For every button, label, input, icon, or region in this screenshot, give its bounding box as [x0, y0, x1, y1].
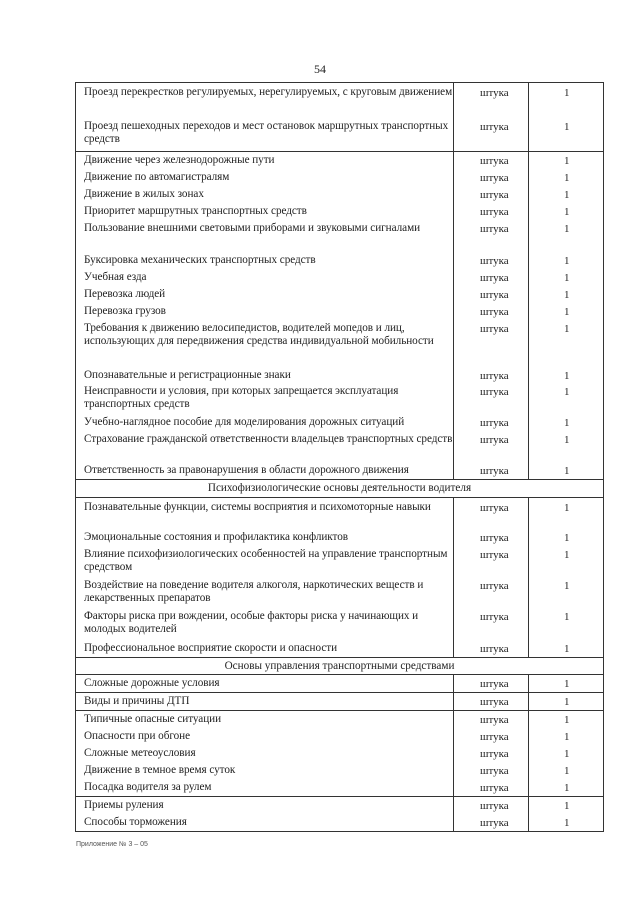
quantity-cell: 1 — [564, 370, 570, 382]
unit-cell: штука — [480, 800, 509, 812]
unit-cell: штука — [480, 189, 509, 201]
item-name-cell: Влияние психофизиологических особенностей на управление транспортным средством — [84, 548, 448, 573]
item-name-cell: Виды и причины ДТП — [84, 695, 190, 707]
item-name-cell: Движение в жилых зонах — [84, 188, 204, 200]
item-name-cell: Проезд перекрестков регулируемых, нерегулируемых, с круговым движением — [84, 86, 453, 98]
item-name-cell: Движение через железнодорожные пути — [84, 154, 275, 166]
column-divider — [528, 529, 529, 546]
item-name-cell: Ответственность за правонарушения в области дорожного движения — [84, 464, 409, 476]
item-name-cell: Неисправности и условия, при которых запрещается эксплуатация транспортных средств — [84, 385, 399, 410]
column-divider — [528, 169, 529, 186]
quantity-cell: 1 — [564, 189, 570, 201]
column-divider — [528, 286, 529, 303]
item-name-cell: Сложные метеоусловия — [84, 747, 196, 759]
table-row — [76, 814, 603, 831]
table-row — [76, 286, 603, 303]
quantity-cell: 1 — [564, 502, 570, 514]
item-name-cell: Познавательные функции, системы восприятия и психомоторные навыки — [84, 501, 431, 513]
table-row — [76, 320, 603, 366]
column-divider — [528, 711, 529, 728]
column-divider — [528, 186, 529, 203]
quantity-cell: 1 — [564, 765, 570, 777]
column-divider — [528, 383, 529, 414]
table-row — [76, 546, 603, 577]
table-row — [76, 82, 603, 117]
unit-cell: штука — [480, 714, 509, 726]
quantity-cell: 1 — [564, 678, 570, 690]
unit-cell: штука — [480, 289, 509, 301]
table-row — [76, 762, 603, 779]
unit-cell: штука — [480, 782, 509, 794]
unit-cell: штука — [480, 765, 509, 777]
unit-cell: штука — [480, 223, 509, 235]
column-divider — [528, 366, 529, 383]
quantity-cell: 1 — [564, 643, 570, 655]
quantity-cell: 1 — [564, 748, 570, 760]
item-name-cell: Приемы руления — [84, 799, 164, 811]
unit-cell: штука — [480, 87, 509, 99]
section-header-row — [76, 657, 603, 674]
table-row — [76, 383, 603, 414]
table-row — [76, 169, 603, 186]
column-divider — [528, 577, 529, 608]
quantity-cell: 1 — [564, 549, 570, 561]
quantity-cell: 1 — [564, 289, 570, 301]
item-name-cell: Учебная езда — [84, 271, 147, 283]
table-row — [76, 710, 603, 728]
column-divider — [528, 762, 529, 779]
item-name-cell: Типичные опасные ситуации — [84, 713, 222, 725]
section-title: Психофизиологические основы деятельности водителя — [207, 482, 472, 494]
quantity-cell: 1 — [564, 417, 570, 429]
unit-cell: штука — [480, 417, 509, 429]
column-divider — [528, 303, 529, 320]
column-divider — [528, 414, 529, 431]
column-divider — [528, 203, 529, 220]
unit-cell: штука — [480, 121, 509, 133]
unit-cell: штука — [480, 678, 509, 690]
table-row — [76, 779, 603, 796]
unit-cell: штука — [480, 434, 509, 446]
unit-cell: штука — [480, 643, 509, 655]
section-header-row — [76, 479, 603, 497]
table-row — [76, 728, 603, 745]
quantity-cell: 1 — [564, 121, 570, 133]
table-row — [76, 639, 603, 657]
column-divider — [528, 797, 529, 814]
column-divider — [528, 152, 529, 169]
table-row — [76, 252, 603, 269]
item-name-cell: Опознавательные и регистрационные знаки — [84, 369, 291, 381]
quantity-cell: 1 — [564, 386, 570, 398]
column-divider — [528, 431, 529, 462]
quantity-cell: 1 — [564, 465, 570, 477]
unit-cell: штука — [480, 731, 509, 743]
unit-cell: штука — [480, 817, 509, 829]
table-row — [76, 529, 603, 546]
column-divider — [528, 269, 529, 286]
quantity-cell: 1 — [564, 731, 570, 743]
unit-cell: штука — [480, 323, 509, 335]
unit-cell: штука — [480, 532, 509, 544]
item-name-cell: Эмоциональные состояния и профилактика конфликтов — [84, 531, 348, 543]
table-row — [76, 497, 603, 529]
table-row — [76, 269, 603, 286]
unit-cell: штука — [480, 502, 509, 514]
unit-cell: штука — [480, 206, 509, 218]
quantity-cell: 1 — [564, 155, 570, 167]
table-row — [76, 117, 603, 151]
item-name-cell: Движение в темное время суток — [84, 764, 236, 776]
table-row — [76, 203, 603, 220]
equipment-table — [75, 82, 604, 832]
table-row — [76, 674, 603, 692]
item-name-cell: Способы торможения — [84, 816, 187, 828]
table-row — [76, 796, 603, 814]
column-divider — [528, 220, 529, 252]
unit-cell: штука — [480, 549, 509, 561]
unit-cell: штука — [480, 155, 509, 167]
quantity-cell: 1 — [564, 206, 570, 218]
quantity-cell: 1 — [564, 611, 570, 623]
column-divider — [528, 639, 529, 657]
column-divider — [528, 117, 529, 151]
column-divider — [528, 779, 529, 796]
item-name-cell: Приоритет маршрутных транспортных средств — [84, 205, 307, 217]
item-name-cell: Движение по автомагистралям — [84, 171, 230, 183]
quantity-cell: 1 — [564, 87, 570, 99]
column-divider — [528, 83, 529, 117]
column-divider — [528, 498, 529, 529]
column-divider — [528, 745, 529, 762]
quantity-cell: 1 — [564, 714, 570, 726]
column-divider — [528, 675, 529, 692]
unit-cell: штука — [480, 386, 509, 398]
table-row — [76, 303, 603, 320]
quantity-cell: 1 — [564, 434, 570, 446]
unit-cell: штука — [480, 580, 509, 592]
column-divider — [528, 693, 529, 710]
item-name-cell: Учебно-наглядное пособие для моделирования дорожных ситуаций — [84, 416, 405, 428]
unit-cell: штука — [480, 696, 509, 708]
table-row — [76, 608, 603, 639]
section-title: Основы управления транспортными средствами — [224, 660, 455, 672]
item-name-cell: Профессиональное восприятие скорости и опасности — [84, 642, 338, 654]
table-row — [76, 366, 603, 383]
column-divider — [528, 252, 529, 269]
unit-cell: штука — [480, 465, 509, 477]
item-name-cell: Сложные дорожные условия — [84, 677, 220, 689]
quantity-cell: 1 — [564, 782, 570, 794]
column-divider — [528, 462, 529, 479]
quantity-cell: 1 — [564, 817, 570, 829]
item-name-cell: Посадка водителя за рулем — [84, 781, 212, 793]
quantity-cell: 1 — [564, 255, 570, 267]
item-name-cell: Страхование гражданской ответственности владельцев транспортных средств — [84, 433, 453, 445]
item-name-cell: Воздействие на поведение водителя алкоголя, наркотических веществ и лекарственных препаратов — [84, 579, 424, 604]
quantity-cell: 1 — [564, 172, 570, 184]
unit-cell: штука — [480, 255, 509, 267]
unit-cell: штука — [480, 611, 509, 623]
item-name-cell: Опасности при обгоне — [84, 730, 191, 742]
item-name-cell: Требования к движению велосипедистов, водителей мопедов и лиц, использующих для передвижения средства индивидуальной мобильности — [84, 322, 434, 347]
table-row — [76, 692, 603, 710]
unit-cell: штука — [480, 370, 509, 382]
column-divider — [528, 320, 529, 366]
table-row — [76, 151, 603, 169]
item-name-cell: Пользование внешними световыми приборами и звуковыми сигналами — [84, 222, 421, 234]
page-number: 54 — [314, 62, 326, 76]
unit-cell: штука — [480, 748, 509, 760]
unit-cell: штука — [480, 272, 509, 284]
item-name-cell: Перевозка людей — [84, 288, 166, 300]
table-row — [76, 745, 603, 762]
item-name-cell: Факторы риска при вождении, особые факторы риска у начинающих и молодых водителей — [84, 610, 419, 635]
item-name-cell: Проезд пешеходных переходов и мест остановок маршрутных транспортных средств — [84, 120, 449, 145]
page-footer: Приложение № 3 – 05 — [76, 841, 148, 848]
unit-cell: штука — [480, 172, 509, 184]
column-divider — [528, 814, 529, 831]
column-divider — [528, 546, 529, 577]
table-row — [76, 220, 603, 252]
quantity-cell: 1 — [564, 306, 570, 318]
quantity-cell: 1 — [564, 800, 570, 812]
quantity-cell: 1 — [564, 580, 570, 592]
quantity-cell: 1 — [564, 696, 570, 708]
quantity-cell: 1 — [564, 272, 570, 284]
table-row — [76, 431, 603, 462]
quantity-cell: 1 — [564, 532, 570, 544]
unit-cell: штука — [480, 306, 509, 318]
table-row — [76, 186, 603, 203]
table-row — [76, 577, 603, 608]
table-row — [76, 462, 603, 479]
column-divider — [528, 728, 529, 745]
quantity-cell: 1 — [564, 323, 570, 335]
item-name-cell: Буксировка механических транспортных средств — [84, 254, 316, 266]
table-row — [76, 414, 603, 431]
item-name-cell: Перевозка грузов — [84, 305, 166, 317]
column-divider — [528, 608, 529, 639]
quantity-cell: 1 — [564, 223, 570, 235]
